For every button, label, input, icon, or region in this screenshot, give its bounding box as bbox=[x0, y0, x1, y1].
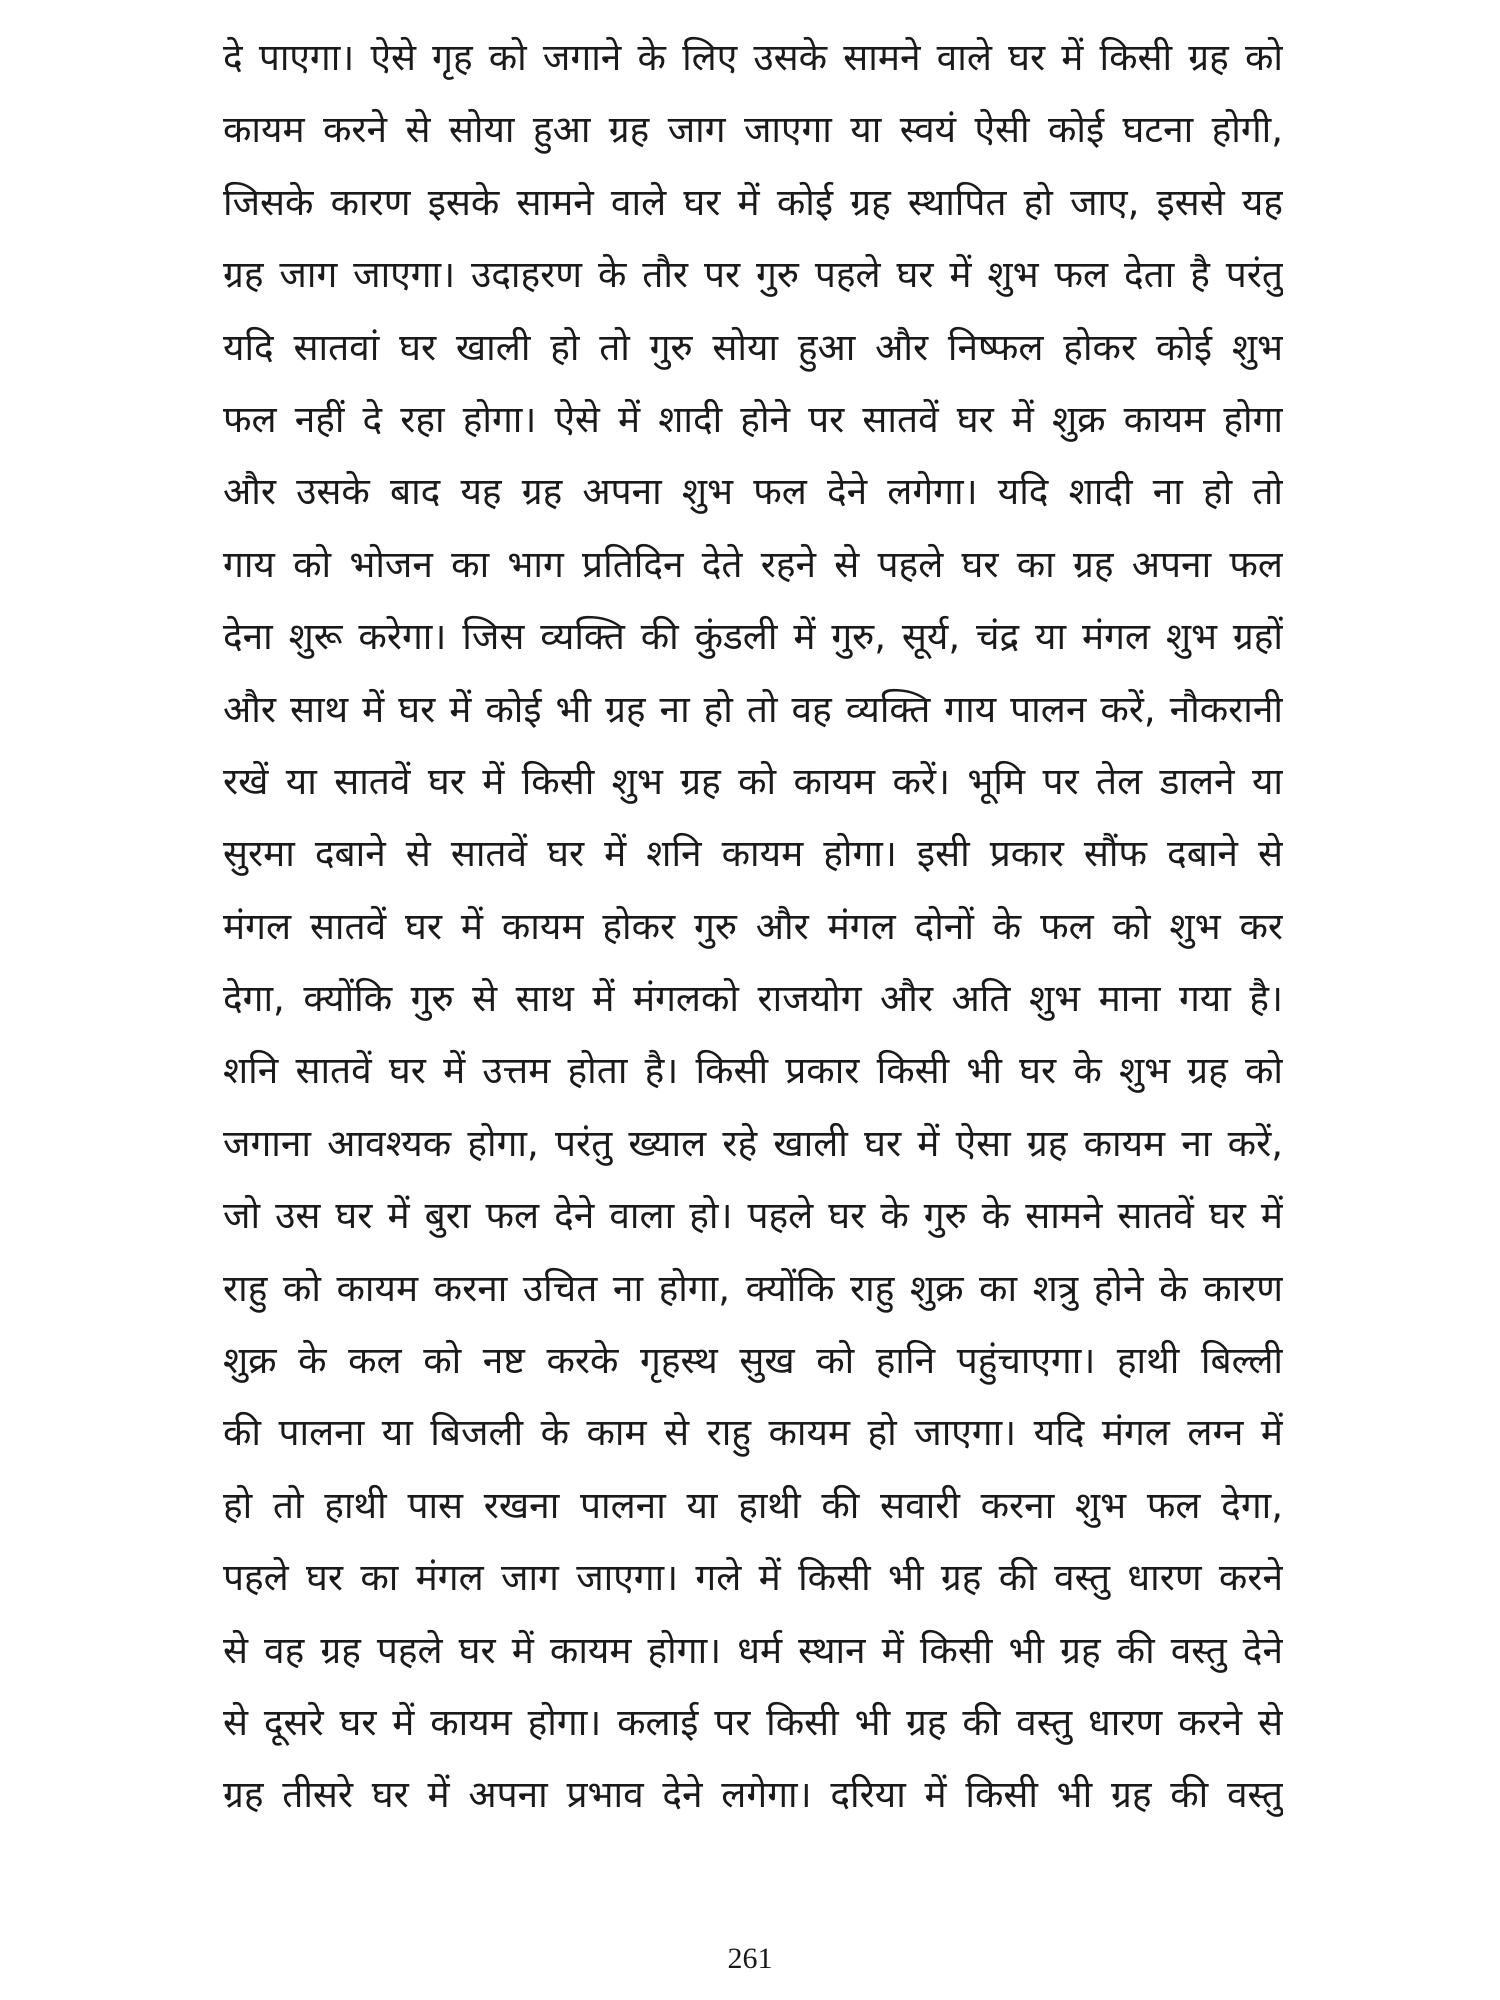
text-line: राहु को कायम करना उचित ना होगा, क्योंकि राहु शुक्र का शत्रु होने के कारण bbox=[223, 1266, 1283, 1310]
text-line: शुक्र के कल को नष्ट करके गृहस्थ सुख को हानि पहुंचाएगा। हाथी बिल्ली bbox=[223, 1339, 1283, 1383]
text-line: शनि सातवें घर में उत्तम होता है। किसी प्रकार किसी भी घर के शुभ ग्रह को bbox=[223, 1049, 1283, 1093]
text-line: देगा, क्योंकि गुरु से साथ में मंगलको राजयोग और अति शुभ माना गया है। bbox=[223, 977, 1283, 1021]
text-line: मंगल सातवें घर में कायम होकर गुरु और मंगल दोनों के फल को शुभ कर bbox=[223, 904, 1283, 948]
text-line: गाय को भोजन का भाग प्रतिदिन देते रहने से पहले घर का ग्रह अपना फल bbox=[223, 542, 1283, 586]
text-line: देना शुरू करेगा। जिस व्यक्ति की कुंडली में गुरु, सूर्य, चंद्र या मंगल शुभ ग्रहों bbox=[223, 615, 1283, 659]
text-line: यदि सातवां घर खाली हो तो गुरु सोया हुआ और निष्फल होकर कोई शुभ bbox=[223, 325, 1283, 369]
text-line: और साथ में घर में कोई भी ग्रह ना हो तो वह व्यक्ति गाय पालन करें, नौकरानी bbox=[223, 687, 1283, 731]
text-line: और उसके बाद यह ग्रह अपना शुभ फल देने लगेगा। यदि शादी ना हो तो bbox=[223, 470, 1283, 514]
text-line: फल नहीं दे रहा होगा। ऐसे में शादी होने पर सातवें घर में शुक्र कायम होगा bbox=[223, 397, 1283, 441]
text-line: सुरमा दबाने से सातवें घर में शनि कायम होगा। इसी प्रकार सौंफ दबाने से bbox=[223, 832, 1283, 876]
body-text bbox=[223, 22, 1283, 1832]
text-line: ग्रह जाग जाएगा। उदाहरण के तौर पर गुरु पहले घर में शुभ फल देता है परंतु bbox=[223, 253, 1283, 297]
text-line: ग्रह तीसरे घर में अपना प्रभाव देने लगेगा। दरिया में किसी भी ग्रह की वस्तु bbox=[223, 1773, 1283, 1817]
text-line: पहले घर का मंगल जाग जाएगा। गले में किसी भी ग्रह की वस्तु धारण करने bbox=[223, 1556, 1283, 1600]
text-line: की पालना या बिजली के काम से राहु कायम हो जाएगा। यदि मंगल लग्न में bbox=[223, 1411, 1283, 1455]
text-line: दे पाएगा। ऐसे गृह को जगाने के लिए उसके सामने वाले घर में किसी ग्रह को bbox=[223, 36, 1283, 79]
text-line: रखें या सातवें घर में किसी शुभ ग्रह को कायम करें। भूमि पर तेल डालने या bbox=[223, 759, 1283, 803]
text-line: जो उस घर में बुरा फल देने वाला हो। पहले घर के गुरु के सामने सातवें घर में bbox=[223, 1194, 1283, 1238]
text-line: कायम करने से सोया हुआ ग्रह जाग जाएगा या स्वयं ऐसी कोई घटना होगी, bbox=[223, 108, 1283, 152]
text-line: जिसके कारण इसके सामने वाले घर में कोई ग्रह स्थापित हो जाए, इससे यह bbox=[223, 180, 1283, 224]
text-line: से दूसरे घर में कायम होगा। कलाई पर किसी भी ग्रह की वस्तु धारण करने से bbox=[223, 1700, 1283, 1744]
text-line: से वह ग्रह पहले घर में कायम होगा। धर्म स्थान में किसी भी ग्रह की वस्तु देने bbox=[223, 1628, 1283, 1672]
text-line: जगाना आवश्यक होगा, परंतु ख्याल रहे खाली घर में ऐसा ग्रह कायम ना करें, bbox=[223, 1121, 1283, 1165]
page-number: 261 bbox=[727, 1942, 773, 1975]
text-line: हो तो हाथी पास रखना पालना या हाथी की सवारी करना शुभ फल देगा, bbox=[223, 1483, 1283, 1527]
